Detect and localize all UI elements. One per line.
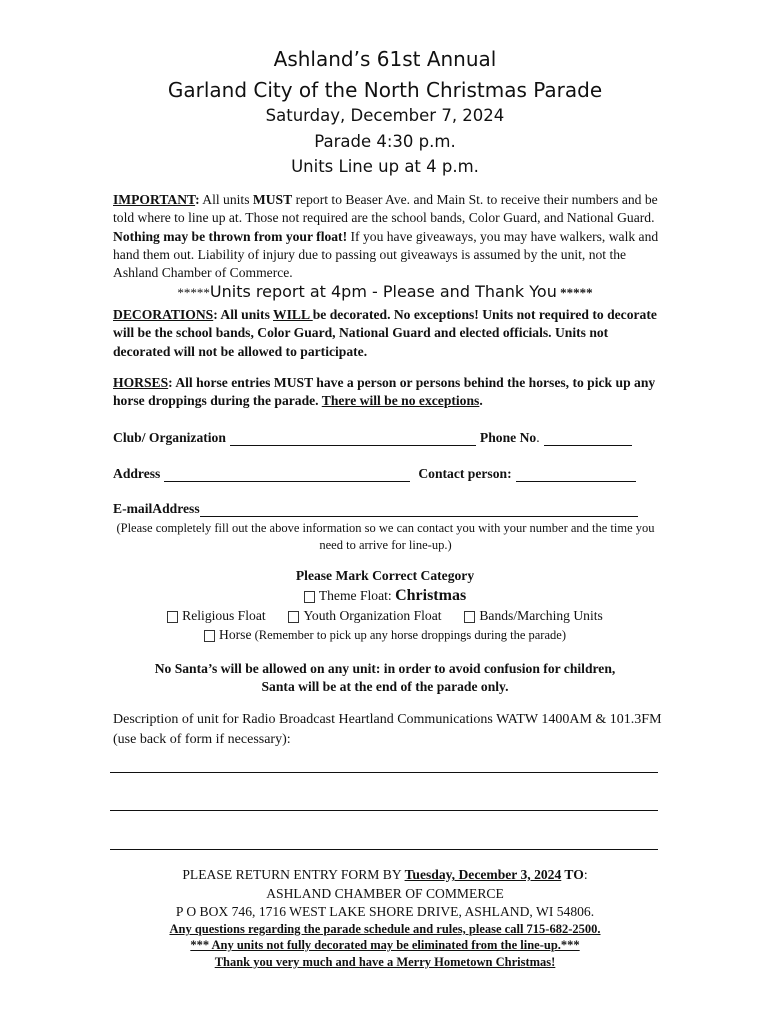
form-note: (Please completely fill out the above information so we can contact you with your number and the time you need to arrive for line-up.) [116, 521, 655, 552]
category-theme-row [0, 587, 770, 605]
club-phone-row [113, 430, 658, 446]
return-address: P O BOX 746, 1716 WEST LAKE SHORE DRIVE, ASHLAND, WI 54806. [175, 904, 595, 919]
horse-note: (Remember to pick up any horse droppings during the parade) [251, 628, 566, 642]
horses-text-a: : All horse entries MUST have a person or persons behind the horses, to pick up any horse droppings during the parade. [113, 375, 656, 409]
theme-float-value: Christmas [395, 587, 467, 604]
theme-float-checkbox[interactable] [304, 591, 315, 603]
youth-float-label: Youth Organization Float [303, 608, 442, 623]
important-text-a: All units [199, 192, 253, 207]
phone-label: Phone No [479, 430, 537, 445]
horses-text-b: . [479, 393, 483, 409]
santa-line-1: No Santa’s will be allowed on any unit: in order to avoid confusion for children, [154, 661, 616, 676]
decorations-will: WILL [273, 307, 313, 322]
important-paragraph: IMPORTANT: All units MUST report to Beaser Ave. and Main St. to receive their numbers and be told where to line up at. Those not required are the school bands, Color Guard, and National Guard. Nothing may be thrown from your float! If you have giveaways, you may have walkers, walk and hand them out. Liability of injury due to passing out giveaways is assumed by the unit, not the Ashland Chamber of Commerce. [113, 192, 659, 281]
contact-field[interactable] [516, 467, 636, 482]
email-label: E-mailAddress [113, 501, 200, 516]
email-field[interactable] [200, 502, 638, 517]
religious-float-checkbox[interactable] [167, 611, 178, 623]
email-row [113, 501, 658, 517]
return-org: ASHLAND CHAMBER OF COMMERCE [266, 886, 504, 901]
horse-label: Horse [219, 627, 252, 642]
category-horse-row [0, 627, 770, 643]
units-report-banner [0, 282, 770, 302]
santa-line-2: Santa will be at the end of the parade only. [261, 679, 509, 694]
description-prompt: Description of unit for Radio Broadcast Heartland Communications WATW 1400AM & 101.3FM (use back of form if necessary): [113, 712, 662, 747]
stars-right: ***** [556, 285, 593, 300]
horses-label: HORSES [113, 375, 169, 390]
santa-notice [110, 660, 660, 696]
title-line-1: Ashland’s 61st Annual [273, 47, 497, 71]
return-warning: *** Any units not fully decorated may be eliminated from the line-up.*** [190, 938, 580, 952]
decorations-label: DECORATIONS [113, 307, 214, 322]
parade-time: Parade 4:30 p.m. [314, 132, 456, 151]
phone-field[interactable] [544, 431, 632, 446]
return-questions: Any questions regarding the parade schedule and rules, please call 715-682-2500. [169, 922, 601, 936]
club-label: Club/ Organization [113, 430, 226, 445]
return-date: Tuesday, December 3, 2024 [404, 867, 562, 882]
bands-label: Bands/Marching Units [479, 608, 603, 623]
important-text-c: If you have giveaways, you may have walkers, walk and hand them out. Liability of injury due to passing out giveaways is assumed by the unit, not the Ashland Chamber of Commerce. [113, 228, 659, 281]
units-report-text: Units report at 4pm - Please and Thank You [209, 282, 557, 301]
description-line-1[interactable] [110, 772, 658, 773]
return-colon: : [583, 867, 588, 882]
decorations-paragraph [113, 306, 663, 361]
address-contact-row [113, 466, 658, 482]
address-field[interactable] [164, 467, 410, 482]
decorations-text-a: : All units [213, 307, 274, 322]
important-text-b: report to Beaser Ave. and Main St. to receive their numbers and be told where to line up at. Those not required are the school bands, Color Guard, and National Guard. [113, 192, 658, 226]
theme-float-label: Theme Float: [318, 588, 396, 603]
horses-paragraph [113, 374, 663, 411]
important-must: MUST [252, 192, 293, 207]
club-field[interactable] [230, 431, 476, 446]
return-text-a: PLEASE RETURN ENTRY FORM BY [182, 867, 405, 882]
phone-dot: . [536, 430, 540, 445]
decorations-text-b: be decorated. No exceptions! Units not required to decorate will be the school bands, Color Guard, National Guard and elected officials. Units not decorated will not be allowed to participate. [113, 307, 657, 359]
contact-label: Contact person: [418, 466, 512, 481]
parade-date: Saturday, December 7, 2024 [265, 106, 505, 125]
stars-left: ***** [177, 285, 210, 300]
description-line-2[interactable] [110, 810, 658, 811]
title-line-2: Garland City of the North Christmas Parade [167, 78, 603, 102]
important-nothing-thrown: Nothing may be thrown from your float! [113, 228, 348, 244]
horses-no-exceptions: There will be no exceptions [321, 393, 480, 409]
return-deadline [0, 867, 770, 883]
religious-float-label: Religious Float [182, 608, 266, 623]
category-title: Please Mark Correct Category [295, 568, 475, 583]
bands-checkbox[interactable] [464, 611, 475, 623]
important-label: IMPORTANT [113, 192, 196, 207]
address-label: Address [113, 466, 161, 481]
lineup-time: Units Line up at 4 p.m. [291, 157, 479, 176]
youth-float-checkbox[interactable] [288, 611, 299, 623]
description-line-3[interactable] [110, 849, 658, 850]
category-options-row [0, 608, 770, 624]
return-thanks: Thank you very much and have a Merry Hometown Christmas! [214, 955, 556, 969]
return-to: TO [561, 867, 584, 882]
horse-checkbox[interactable] [204, 630, 215, 642]
